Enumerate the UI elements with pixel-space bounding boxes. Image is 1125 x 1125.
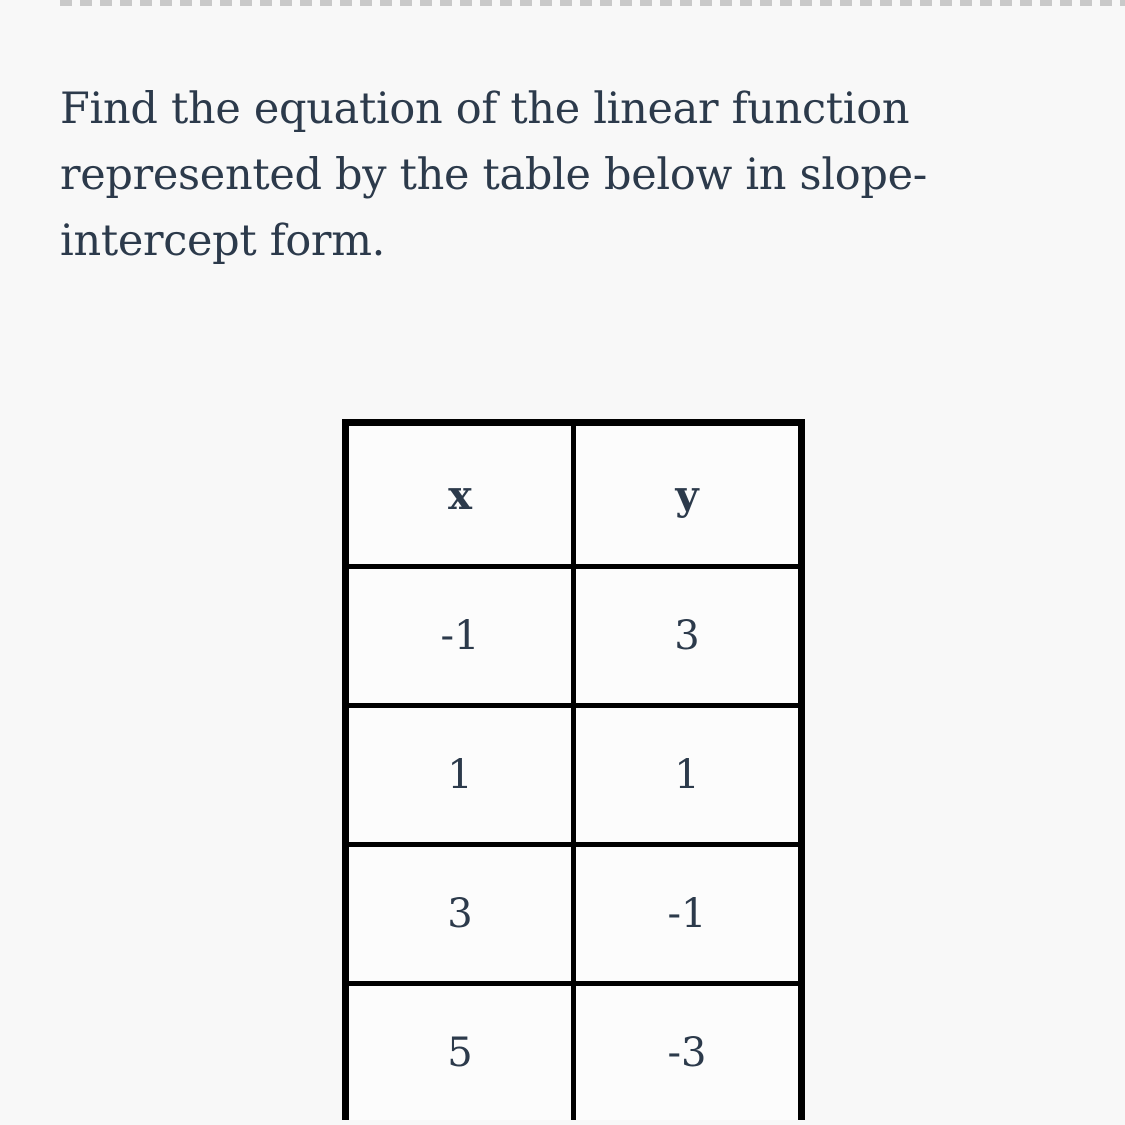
cell-x: -1 [346, 567, 574, 706]
cell-y: 1 [574, 706, 802, 845]
table-header-row [346, 423, 802, 567]
dashed-divider [60, 0, 1125, 6]
cell-y: -3 [574, 984, 802, 1121]
question-text: Find the equation of the linear function represented by the table below in slope-intercept form. [60, 84, 927, 266]
table-row [346, 845, 802, 984]
cell-y: 3 [574, 567, 802, 706]
table-row [346, 567, 802, 706]
table-row [346, 706, 802, 845]
header-y: y [574, 423, 802, 567]
cell-x: 5 [346, 984, 574, 1121]
cell-x: 3 [346, 845, 574, 984]
cell-y: -1 [574, 845, 802, 984]
xy-value-table [342, 419, 805, 1120]
table-row [346, 984, 802, 1121]
cell-x: 1 [346, 706, 574, 845]
header-x: x [346, 423, 574, 567]
